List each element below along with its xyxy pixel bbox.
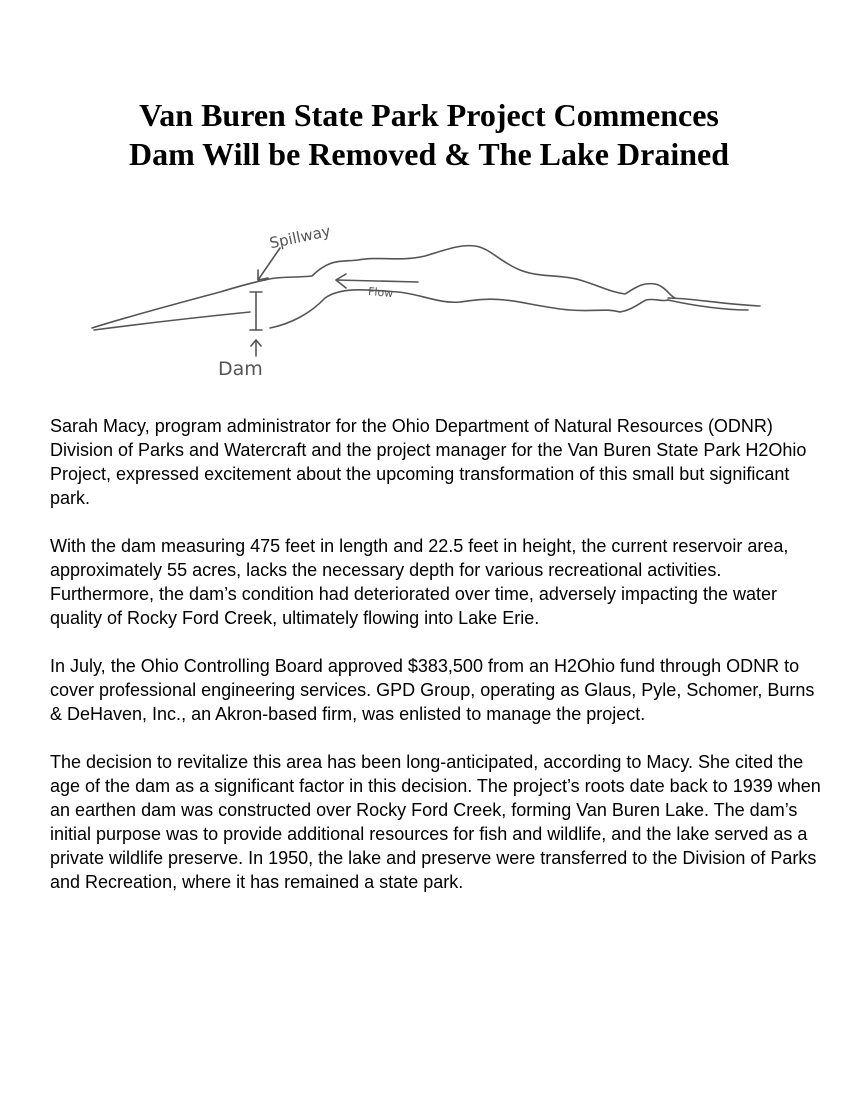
creek-upper-bank	[92, 280, 265, 328]
spillway-label: Spillway	[267, 221, 333, 253]
paragraph-4: The decision to revitalize this area has been long-anticipated, according to Macy. She cited the age of the dam as a significant factor in this decision. The project’s roots date back to 1939 when an earthen dam was constructed over Rocky Ford Creek, forming Van Buren Lake. The dam’s initial purpose was to provide additional resources for fish and wildlife, and the lake served as a private wildlife preserve. In 1950, the lake and preserve were transferred to the Division of Parks and Recreation, where it has remained a state park.	[50, 752, 821, 892]
flow-label: Flow	[367, 284, 394, 301]
paragraph-1: Sarah Macy, program administrator for the Ohio Department of Natural Resources (ODNR) Division of Parks and Watercraft and the project manager for the Van Buren State Park H2Ohio Project, expressed excitement about the upcoming transformation of this small but significant park.	[50, 416, 807, 508]
dam-label: Dam	[218, 358, 263, 380]
spillway-arrow	[258, 248, 280, 280]
headline	[0, 96, 858, 174]
dam-arrow	[251, 340, 261, 356]
headline-line-2: Dam Will be Removed & The Lake Drained	[128, 136, 729, 172]
creek-right	[668, 298, 760, 306]
dam-symbol	[250, 292, 262, 330]
lake-outline-top	[265, 246, 675, 301]
paragraph-3: In July, the Ohio Controlling Board approved $383,500 from an H2Ohio fund through ODNR to cover professional engineering services. GPD Group, operating as Glaus, Pyle, Schomer, Burns & DeHaven, Inc., an Akron-based firm, was enlisted to manage the project.	[50, 656, 815, 724]
lake-dam-sketch	[80, 200, 780, 390]
lake-outline-bottom	[270, 290, 668, 328]
headline-line-1: Van Buren State Park Project Commences	[139, 97, 719, 133]
article-body	[50, 414, 830, 918]
paragraph-2: With the dam measuring 475 feet in length and 22.5 feet in height, the current reservoir area, approximately 55 acres, lacks the necessary depth for various recreational activities. Furthermore, the dam’s condition had deteriorated over time, adversely impacting the water quality of Rocky Ford Creek, ultimately flowing into Lake Erie.	[50, 536, 789, 628]
